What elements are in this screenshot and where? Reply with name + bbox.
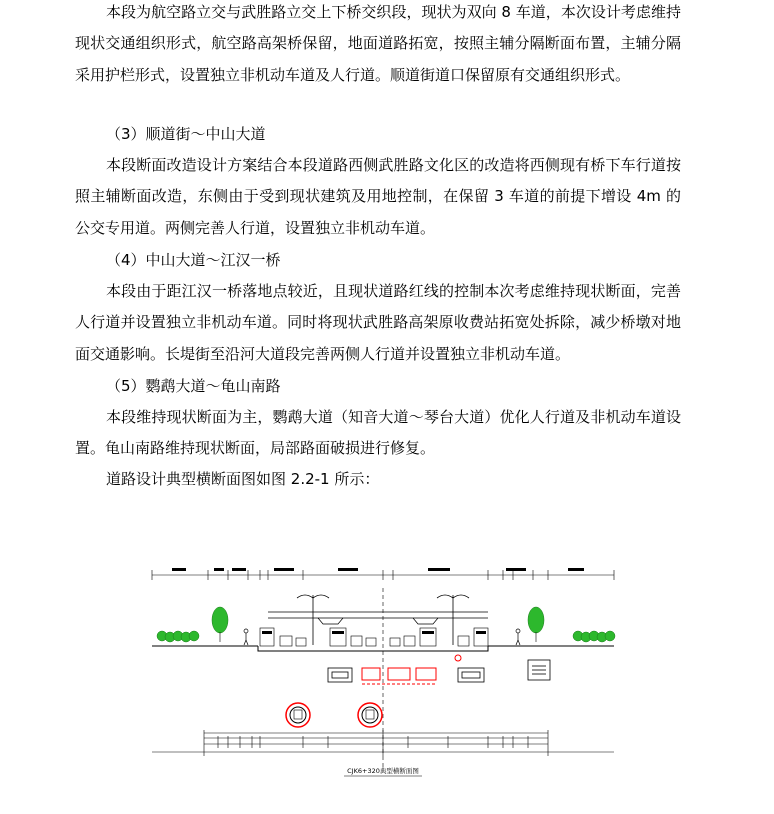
utility-boxes (328, 660, 550, 682)
paragraph-4: 本段维持现状断面为主，鹦鹉大道（知音大道～琴台大道）优化人行道及非机动车道设置。龟山南路维持现状断面，局部路面破损进行修复。 (75, 408, 681, 458)
heading-5: （5）鹦鹉大道～龟山南路 (106, 377, 281, 395)
paragraph-2: 本段断面改造设计方案结合本段道路西侧武胜路文化区的改造将西侧现有桥下车行道按照主辅断面改造，东侧由于受到现状建筑及用地控制，在保留 3 车道的前提下增设 4m 的公交专用道。两侧完善人行道，设置独立非机动车道。 (75, 156, 681, 237)
highlight-utilities (362, 655, 461, 684)
paragraph-5: 道路设计典型横断面图如图 2.2-1 所示： (106, 470, 380, 488)
heading-3: （3）顺道街～中山大道 (106, 125, 266, 143)
cross-section-drawing (148, 560, 618, 780)
top-dimension-line (152, 570, 614, 580)
paragraph-1: 本段为航空路立交与武胜路立交上下桥交织段，现状为双向 8 车道，本次设计考虑维持现状交通组织形式，航空路高架桥保留，地面道路拓宽，按照主辅分隔断面布置，主辅分隔采用护栏形式，设置独立非机动车道及人行道。顺道街道口保留原有交通组织形式。 (75, 3, 681, 84)
cross-section-figure (148, 560, 618, 780)
figure-caption: CJK6+320典型横断面图 (347, 767, 419, 775)
elevated-bridge (268, 612, 488, 624)
top-dimension-labels (172, 568, 584, 571)
bottom-dimension-lines (152, 730, 614, 756)
heading-4: （4）中山大道～江汉一桥 (106, 251, 281, 269)
paragraph-3: 本段由于距江汉一桥落地点较近，且现状道路红线的控制本次考虑维持现状断面，完善人行道并设置独立非机动车道。同时将现状武胜路高架原收费站拓宽处拆除，减少桥墩对地面交通影响。长堤街至沿河大道段完善两侧人行道并设置独立非机动车道。 (75, 282, 681, 363)
vehicle-windows (262, 631, 486, 634)
metro-tunnels (286, 703, 382, 727)
vehicles (260, 628, 488, 646)
